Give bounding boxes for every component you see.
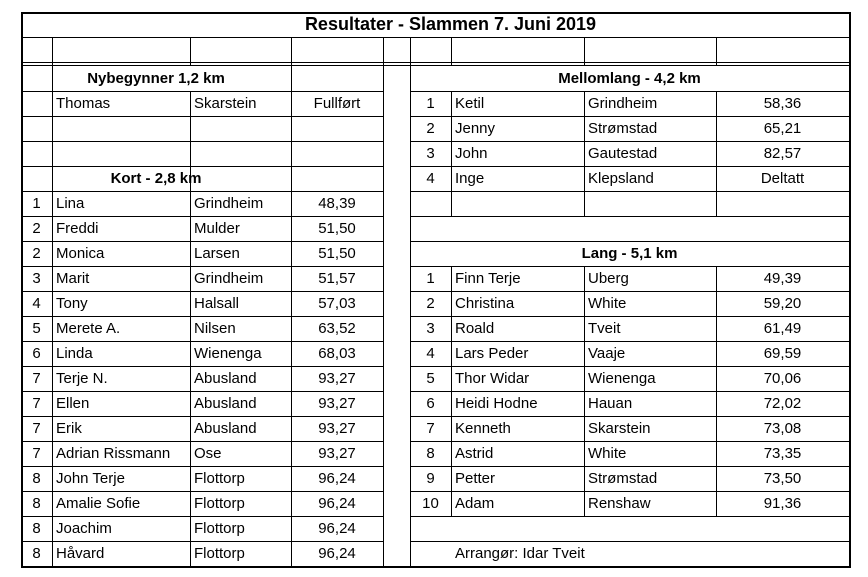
organizer-note: Arrangør: Idar Tveit bbox=[455, 545, 585, 562]
time-cell: 93,27 bbox=[318, 445, 356, 462]
time-cell: 91,36 bbox=[763, 495, 802, 512]
gridline-h bbox=[410, 216, 849, 217]
first-name-cell: Freddi bbox=[56, 220, 99, 237]
time-cell: 65,21 bbox=[763, 120, 802, 137]
last-name-cell: Strømstad bbox=[588, 120, 658, 137]
time-cell: 49,39 bbox=[763, 270, 802, 287]
time-cell: 58,36 bbox=[763, 95, 802, 112]
time-cell: 51,50 bbox=[318, 245, 356, 262]
time-cell: 96,24 bbox=[318, 545, 356, 562]
last-name-cell: White bbox=[588, 295, 627, 312]
first-name-cell: Adrian Rissmann bbox=[56, 445, 171, 462]
last-name-cell: Vaaje bbox=[588, 345, 626, 362]
gridline-h bbox=[410, 191, 849, 192]
time-cell: 61,49 bbox=[763, 320, 802, 337]
last-name-cell: Flottorp bbox=[194, 520, 245, 537]
place-cell: 7 bbox=[32, 370, 41, 387]
gridline-v bbox=[190, 91, 191, 566]
last-name-cell: Abusland bbox=[194, 420, 257, 437]
last-name-cell: Flottorp bbox=[194, 495, 245, 512]
time-cell: 63,52 bbox=[318, 320, 356, 337]
time-cell: 70,06 bbox=[763, 370, 802, 387]
gridline-v bbox=[383, 37, 384, 566]
first-name-cell: Christina bbox=[455, 295, 515, 312]
last-name-cell: Wienenga bbox=[588, 370, 656, 387]
place-cell: 1 bbox=[32, 195, 41, 212]
time-cell: 51,57 bbox=[318, 270, 356, 287]
gridline-v bbox=[190, 37, 191, 66]
section-heading: Lang - 5,1 km bbox=[581, 245, 678, 262]
time-cell: 57,03 bbox=[318, 295, 356, 312]
gridline-v bbox=[451, 37, 452, 66]
time-cell: 68,03 bbox=[318, 345, 356, 362]
first-name-cell: Marit bbox=[56, 270, 90, 287]
first-name-cell: Inge bbox=[455, 170, 485, 187]
result-cell: Fullført bbox=[313, 95, 361, 112]
time-cell: 93,27 bbox=[318, 395, 356, 412]
first-name-cell: Håvard bbox=[56, 545, 105, 562]
first-name-cell: Erik bbox=[56, 420, 82, 437]
time-cell: 51,50 bbox=[318, 220, 356, 237]
border-top bbox=[21, 12, 850, 14]
place-cell: 7 bbox=[32, 445, 41, 462]
time-cell: 48,39 bbox=[318, 195, 356, 212]
time-cell: Deltatt bbox=[760, 170, 805, 187]
place-cell: 2 bbox=[32, 245, 41, 262]
last-name-cell: Skarstein bbox=[588, 420, 651, 437]
last-name-cell: Nilsen bbox=[194, 320, 236, 337]
place-cell: 6 bbox=[426, 395, 435, 412]
place-cell: 7 bbox=[426, 420, 435, 437]
last-name-cell: Halsall bbox=[194, 295, 240, 312]
first-name-cell: Ketil bbox=[455, 95, 485, 112]
last-name-cell: Strømstad bbox=[588, 470, 658, 487]
first-name-cell: Amalie Sofie bbox=[56, 495, 141, 512]
place-cell: 5 bbox=[32, 320, 41, 337]
border-right bbox=[849, 12, 851, 568]
place-cell: 8 bbox=[32, 520, 41, 537]
time-cell: 96,24 bbox=[318, 470, 356, 487]
place-cell: 4 bbox=[32, 295, 41, 312]
last-name-cell: Uberg bbox=[588, 270, 629, 287]
gridline-v bbox=[716, 37, 717, 66]
first-name-cell: John bbox=[455, 145, 488, 162]
place-cell: 8 bbox=[32, 545, 41, 562]
time-cell: 73,08 bbox=[763, 420, 802, 437]
first-name-cell: Jenny bbox=[455, 120, 496, 137]
time-cell: 96,24 bbox=[318, 520, 356, 537]
first-name-cell: Tony bbox=[56, 295, 88, 312]
place-cell: 4 bbox=[426, 170, 435, 187]
last-name-cell: Wienenga bbox=[194, 345, 262, 362]
gridline-v bbox=[584, 266, 585, 516]
time-cell: 82,57 bbox=[763, 145, 802, 162]
gridline-h bbox=[291, 141, 383, 142]
place-cell: 6 bbox=[32, 345, 41, 362]
place-cell: 8 bbox=[32, 470, 41, 487]
first-name-cell: Adam bbox=[455, 495, 495, 512]
first-name-cell: Lars Peder bbox=[455, 345, 529, 362]
gridline-h bbox=[410, 516, 849, 517]
first-name-cell: Thor Widar bbox=[455, 370, 530, 387]
section-heading: Kort - 2,8 km bbox=[110, 170, 202, 187]
gridline-v bbox=[52, 37, 53, 566]
time-cell: 93,27 bbox=[318, 370, 356, 387]
section-heading: Nybegynner 1,2 km bbox=[87, 70, 225, 87]
place-cell: 1 bbox=[426, 270, 435, 287]
last-name-cell: Ose bbox=[194, 445, 222, 462]
place-cell: 3 bbox=[32, 270, 41, 287]
place-cell: 9 bbox=[426, 470, 435, 487]
last-name-cell: Flottorp bbox=[194, 545, 245, 562]
place-cell: 7 bbox=[32, 420, 41, 437]
page-title: Resultater - Slammen 7. Juni 2019 bbox=[304, 14, 597, 34]
last-name-cell: Grindheim bbox=[194, 195, 264, 212]
last-name-cell: Abusland bbox=[194, 395, 257, 412]
last-name-cell: Klepsland bbox=[588, 170, 654, 187]
first-name-cell: Roald bbox=[455, 320, 495, 337]
gridline-h bbox=[21, 141, 291, 142]
place-cell: 2 bbox=[426, 295, 435, 312]
place-cell: 10 bbox=[422, 495, 439, 512]
place-cell: 8 bbox=[426, 445, 435, 462]
place-cell: 2 bbox=[32, 220, 41, 237]
first-name-cell: John Terje bbox=[56, 470, 125, 487]
first-name-cell: Kenneth bbox=[455, 420, 511, 437]
first-name-cell: Astrid bbox=[455, 445, 494, 462]
gridline-h bbox=[21, 116, 291, 117]
place-cell: 2 bbox=[426, 120, 435, 137]
gridline-h bbox=[291, 116, 383, 117]
section-heading: Mellomlang - 4,2 km bbox=[558, 70, 701, 87]
time-cell: 59,20 bbox=[763, 295, 802, 312]
place-cell: 3 bbox=[426, 320, 435, 337]
last-name-cell: Tveit bbox=[588, 320, 621, 337]
first-name-cell: Heidi Hodne bbox=[455, 395, 538, 412]
place-cell: 4 bbox=[426, 345, 435, 362]
last-name-cell: White bbox=[588, 445, 627, 462]
gridline-v bbox=[584, 91, 585, 216]
place-cell: 1 bbox=[426, 95, 435, 112]
time-cell: 93,27 bbox=[318, 420, 356, 437]
place-cell: 8 bbox=[32, 495, 41, 512]
gridline-v bbox=[451, 91, 452, 216]
first-name-cell: Ellen bbox=[56, 395, 90, 412]
border-bottom bbox=[21, 566, 850, 568]
first-name-cell: Merete A. bbox=[56, 320, 121, 337]
first-name-cell: Lina bbox=[56, 195, 85, 212]
last-name-cell: Gautestad bbox=[588, 145, 658, 162]
place-cell: 5 bbox=[426, 370, 435, 387]
first-name-cell: Terje N. bbox=[56, 370, 108, 387]
place-cell: 7 bbox=[32, 395, 41, 412]
time-cell: 72,02 bbox=[763, 395, 802, 412]
time-cell: 73,35 bbox=[763, 445, 802, 462]
first-name-cell: Monica bbox=[56, 245, 105, 262]
last-name-cell: Flottorp bbox=[194, 470, 245, 487]
last-name-cell: Skarstein bbox=[194, 95, 257, 112]
last-name-cell: Abusland bbox=[194, 370, 257, 387]
first-name-cell: Linda bbox=[56, 345, 93, 362]
time-cell: 69,59 bbox=[763, 345, 802, 362]
gridline-v bbox=[584, 37, 585, 66]
first-name-cell: Thomas bbox=[56, 95, 111, 112]
gridline-h bbox=[21, 37, 850, 38]
last-name-cell: Larsen bbox=[194, 245, 240, 262]
last-name-cell: Hauan bbox=[588, 395, 633, 412]
first-name-cell: Joachim bbox=[56, 520, 112, 537]
last-name-cell: Grindheim bbox=[194, 270, 264, 287]
time-cell: 73,50 bbox=[763, 470, 802, 487]
gridline-v bbox=[451, 266, 452, 516]
first-name-cell: Petter bbox=[455, 470, 496, 487]
last-name-cell: Grindheim bbox=[588, 95, 658, 112]
first-name-cell: Finn Terje bbox=[455, 270, 521, 287]
last-name-cell: Mulder bbox=[194, 220, 240, 237]
time-cell: 96,24 bbox=[318, 495, 356, 512]
last-name-cell: Renshaw bbox=[588, 495, 651, 512]
gridline-h bbox=[291, 166, 383, 167]
gridline-h bbox=[21, 62, 850, 63]
place-cell: 3 bbox=[426, 145, 435, 162]
